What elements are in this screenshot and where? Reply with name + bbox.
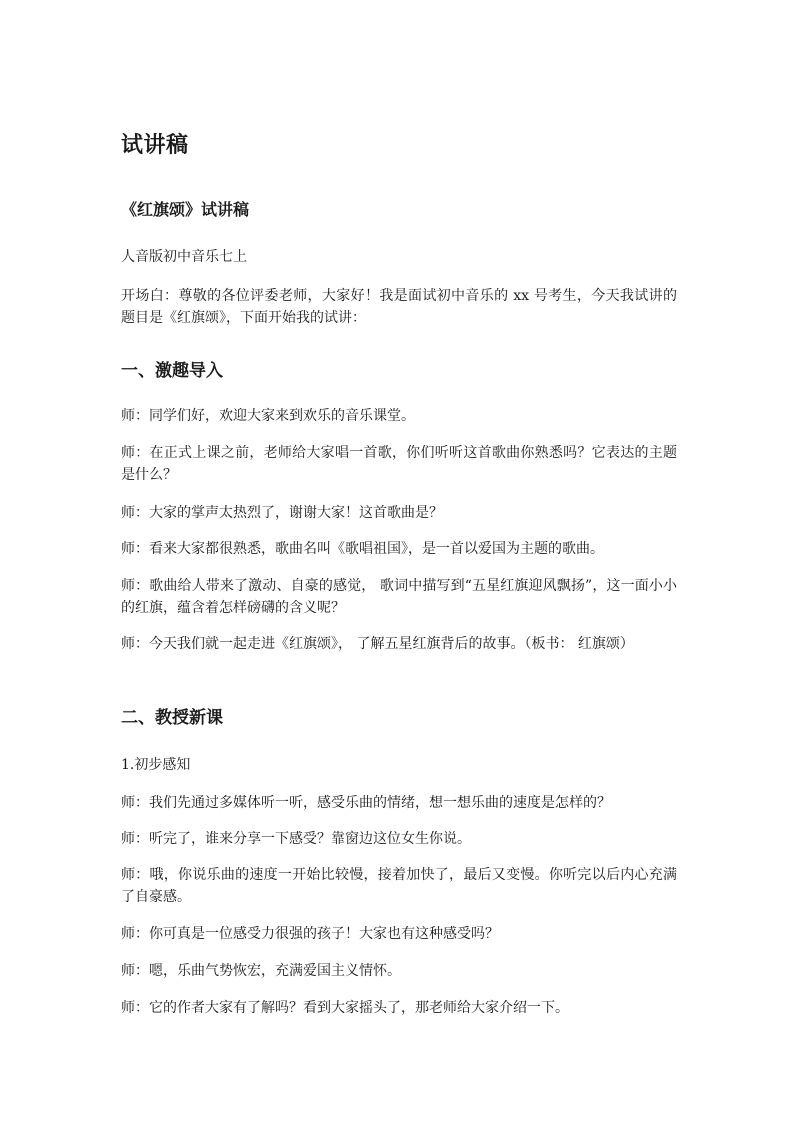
paragraph: 师：今天我们就一起走进《红旗颂》， 了解五星红旗背后的故事。（板书： 红旗颂） xyxy=(121,636,634,652)
section-heading-new-lesson: 二、教授新课 xyxy=(121,708,223,728)
paragraph: 师：同学们好，欢迎大家来到欢乐的音乐课堂。 xyxy=(121,408,415,424)
sub-heading: 1.初步感知 xyxy=(121,757,191,773)
paragraph: 师：它的作者大家有了解吗？看到大家摇头了，那老师给大家介绍一下。 xyxy=(121,1000,569,1016)
paragraph: 师：哦，你说乐曲的速度一开始比较慢，接着加快了，最后又变慢。你听完以后内心充满了自豪感。 xyxy=(121,867,677,905)
paragraph: 师：听完了，谁来分享一下感受？靠窗边这位女生你说。 xyxy=(121,831,471,847)
lesson-title: 《红旗颂》试讲稿 xyxy=(121,200,250,219)
paragraph: 师：大家的掌声太热烈了，谢谢大家！这首歌曲是？ xyxy=(121,505,443,521)
paragraph: 师：你可真是一位感受力很强的孩子！大家也有这种感受吗？ xyxy=(121,926,499,942)
paragraph: 师：歌曲给人带来了激动、自豪的感觉， 歌词中描写到“五星红旗迎风飘扬”，这一面小小的红旗，蕴含着怎样磅礴的含义呢？ xyxy=(121,578,677,616)
opening-paragraph: 开场白：尊敬的各位评委老师，大家好！我是面试初中音乐的 xx 号考生，今天我试讲的题目是《红旗颂》，下面开始我的试讲： xyxy=(121,288,677,326)
paragraph: 师：在正式上课之前，老师给大家唱一首歌，你们听听这首歌曲你熟悉吗？它表达的主题是什么？ xyxy=(121,445,677,483)
paragraph: 师：看来大家都很熟悉，歌曲名叫《歌唱祖国》，是一首以爱国为主题的歌曲。 xyxy=(121,541,604,557)
document-title: 试讲稿 xyxy=(121,133,189,158)
paragraph: 师：嗯，乐曲气势恢宏，充满爱国主义情怀。 xyxy=(121,963,401,979)
section-heading-intro: 一、激趣导入 xyxy=(121,361,223,381)
paragraph: 师：我们先通过多媒体听一听，感受乐曲的情绪，想一想乐曲的速度是怎样的？ xyxy=(121,795,611,811)
textbook-line: 人音版初中音乐七上 xyxy=(121,249,247,265)
